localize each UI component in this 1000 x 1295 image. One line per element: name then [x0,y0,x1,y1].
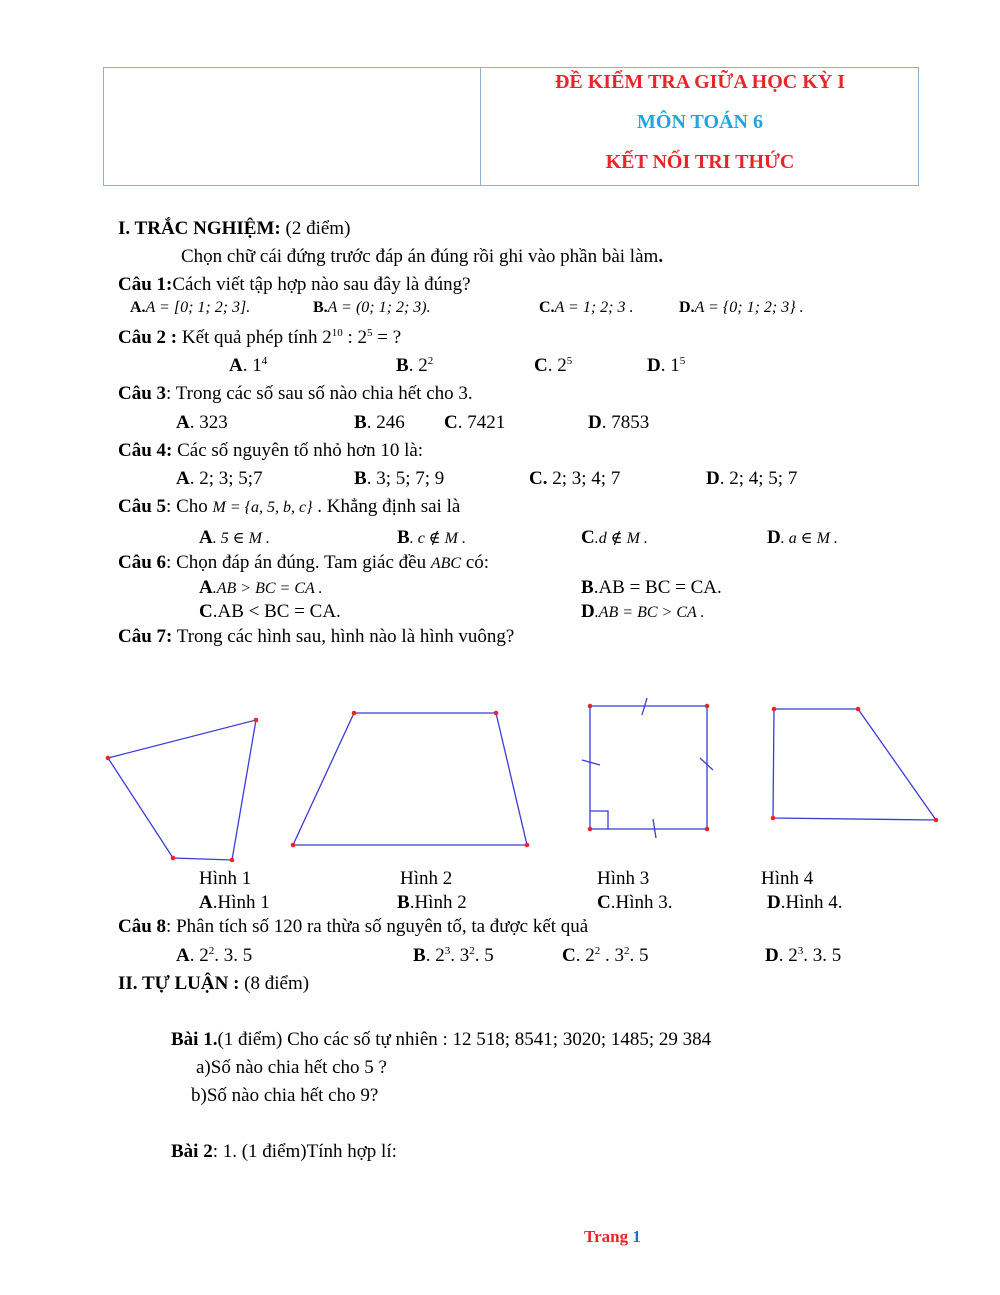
figure-2-shape [293,713,527,845]
part2-heading: II. TỰ LUẬN : (8 điểm) [118,973,310,994]
q8-option-a: A. $2^2$. 3. 5 [176,945,253,966]
part1-heading: I. TRẮC NGHIỆM: (2 điểm) [118,218,351,239]
figure-3-label: Hình 3 [597,868,650,889]
q5-option-c: C.d ∉ M . [581,527,648,548]
q6-stem: Câu 6: Chọn đáp án đúng. Tam giác đều ABC có: [118,552,490,573]
q6-option-a: A.AB > BC = CA . [199,577,323,598]
part1-instruction: Chọn chữ cái đứng trước đáp án đúng rồi ghi vào phần bài làm. [181,246,664,267]
q4-option-a: A. 2; 3; 5;7 [176,468,263,489]
q6-option-c: C.AB < BC = CA. [199,601,341,622]
q4-option-c: C. 2; 3; 4; 7 [529,468,621,489]
q2-stem: Câu 2 : Kết quả phép tính $2^{10}$ : $2^5$ = ? [118,327,402,348]
q2-option-a: A. $1^4$ [229,355,268,376]
q6-option-b: B.AB = BC = CA. [581,577,722,598]
figure-2-label: Hình 2 [400,868,453,889]
q3-option-d: D. 7853 [588,412,650,433]
q2-option-c: C. $2^5$ [534,355,573,376]
figure-3-right-angle [590,811,608,829]
q4-option-d: D. 2; 4; 5; 7 [706,468,798,489]
header-title: ĐỀ KIỂM TRA GIỮA HỌC KỲ I [554,71,846,93]
q8-option-b: B. $2^3$. $3^2$. 5 [413,945,494,966]
q5-option-b: B. c ∉ M . [397,527,466,548]
figure-1-shape [108,720,256,860]
q7-option-b: B.Hình 2 [397,892,467,913]
page-number: Trang 1 [584,1227,641,1246]
q1-option-d: D.A = {0; 1; 2; 3} . [679,299,804,316]
figure-4-shape [773,709,936,820]
header-subject: MÔN TOÁN 6 [637,111,763,133]
q5-option-d: D. a ∈ M . [767,527,838,548]
q1-option-a: A.A = [0; 1; 2; 3]. [130,299,251,316]
figure-4-label: Hình 4 [761,868,814,889]
q4-option-b: B. 3; 5; 7; 9 [354,468,445,489]
figure-3-tick-left [582,760,600,765]
vertex-points [106,704,939,863]
q5-stem: Câu 5: Cho M = {a, 5, b, c} . Khẳng định sai là [118,496,461,517]
bai2-stem: Bài 2: 1. (1 điểm)Tính hợp lí: [171,1141,397,1162]
q1-option-b: B.A = (0; 1; 2; 3). [313,299,431,316]
q7-stem: Câu 7: Trong các hình sau, hình nào là hình vuông? [118,626,515,647]
q1-stem: Câu 1:Cách viết tập hợp nào sau đây là đúng? [118,274,471,295]
q3-option-b: B. 246 [354,412,405,433]
q7-option-c: C.Hình 3. [597,892,673,913]
q3-stem: Câu 3: Trong các số sau số nào chia hết cho 3. [118,383,473,404]
q5-option-a: A. 5 ∈ M . [199,527,270,548]
q7-option-a: A.Hình 1 [199,892,270,913]
q8-option-c: C. $2^2$ . $3^2$. 5 [562,945,649,966]
bai1-part-b: b)Số nào chia hết cho 9? [191,1085,379,1106]
bai1-stem: Bài 1.(1 điểm) Cho các số tự nhiên : 12 518; 8541; 3020; 1485; 29 384 [171,1029,712,1050]
q3-option-a: A. 323 [176,412,228,433]
q8-option-d: D. $2^3$. 3. 5 [765,945,842,966]
q1-option-c: C.A = 1; 2; 3 . [539,299,634,316]
bai1-part-a: a)Số nào chia hết cho 5 ? [196,1057,387,1078]
q6-option-d: D.AB = BC > CA . [581,601,705,622]
header-series: KẾT NỐI TRI THỨC [605,151,795,173]
q8-stem: Câu 8: Phân tích số 120 ra thừa số nguyên tố, ta được kết quả [118,916,589,937]
q3-option-c: C. 7421 [444,412,506,433]
q2-option-d: D. $1^5$ [647,355,686,376]
q7-option-d: D.Hình 4. [767,892,843,913]
figure-1-label: Hình 1 [199,868,252,889]
q2-option-b: B. $2^2$ [396,355,434,376]
q4-stem: Câu 4: Các số nguyên tố nhỏ hơn 10 là: [118,440,424,461]
